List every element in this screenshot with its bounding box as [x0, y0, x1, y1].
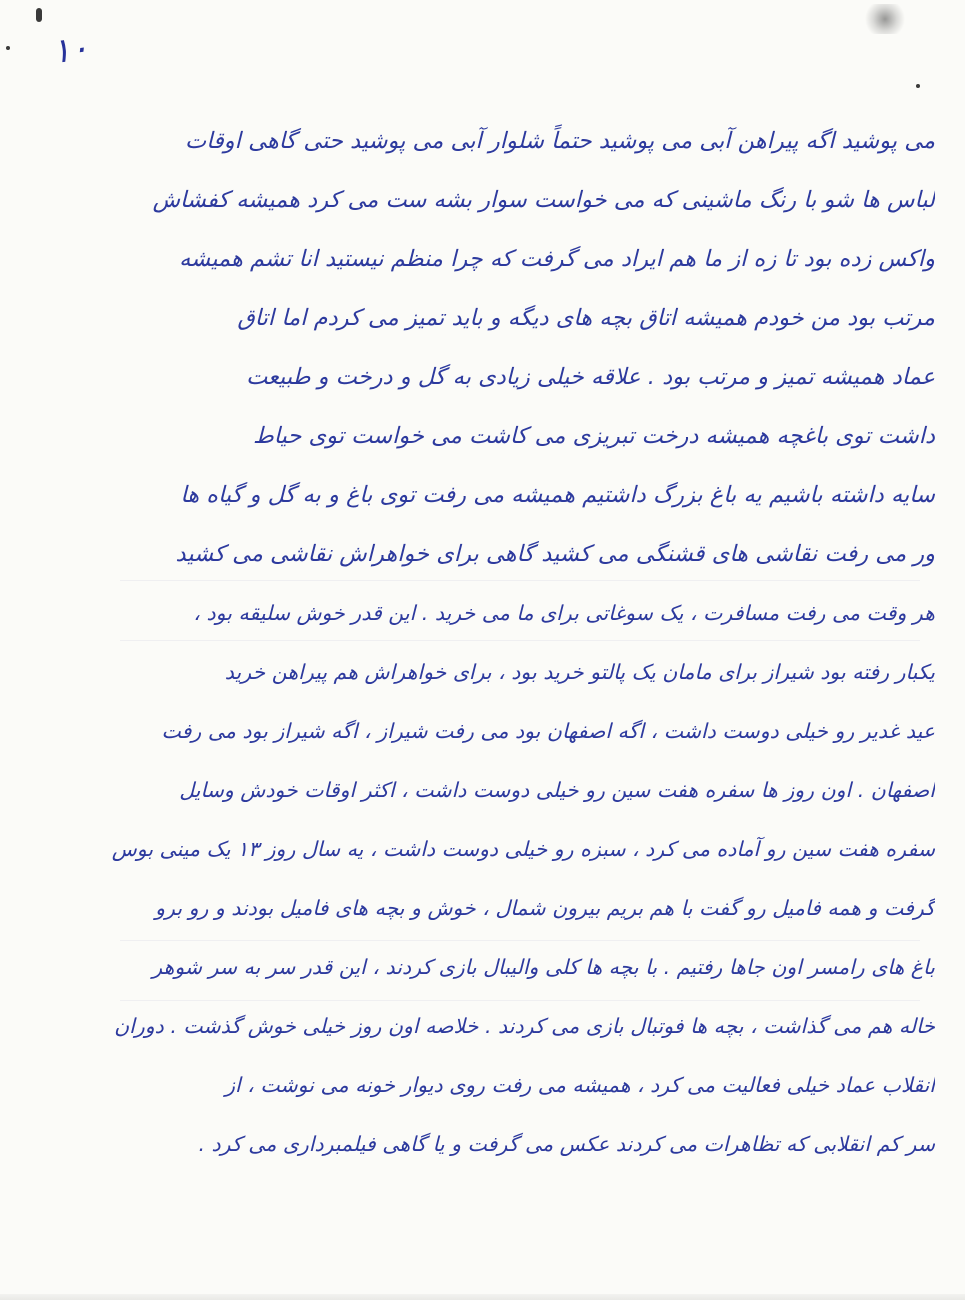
text-line: سر کم انقلابی که تظاهرات می کردند عکس می گرفت و یا گاهی فیلمبرداری می کرد .	[198, 1132, 935, 1156]
page-bottom-edge	[0, 1294, 965, 1300]
text-line: اصفهان . اون روز ها سفره هفت سین رو خیلی دوست داشت ، اکثر اوقات خودش وسایل	[179, 778, 935, 802]
text-line: لباس ها شو با رنگ ماشینی که می خواست سوار بشه ست می کرد همیشه کفشاش	[152, 187, 935, 213]
text-line: داشت توی باغچه همیشه درخت تبریزی می کاشت می خواست توی حیاط	[252, 423, 935, 449]
text-line: می پوشید اگه پیراهن آبی می پوشید حتماً شلوار آبی می پوشید حتی گاهی اوقات	[185, 128, 935, 154]
text-line: باغ های رامسر اون جاها رفتیم . با بچه ها کلی والیبال بازی کردند ، این قدر سر به سر شوهر	[152, 955, 935, 979]
text-line: هر وقت می رفت مسافرت ، یک سوغاتی برای ما می خرید . این قدر خوش سلیقه بود ،	[193, 601, 935, 625]
page-number: ۱۰	[49, 27, 92, 73]
text-line: خاله هم می گذاشت ، بچه ها فوتبال بازی می کردند . خلاصه اون روز خیلی خوش گذشت . دوران	[114, 1014, 935, 1038]
text-line: انقلاب عماد خیلی فعالیت می کرد ، همیشه می رفت روی دیوار خونه می نوشت ، از	[225, 1073, 935, 1097]
text-line: عماد همیشه تمیز و مرتب بود . علاقه خیلی زیادی به گل و درخت و طبیعت	[246, 364, 935, 390]
text-line: سفره هفت سین رو آماده می کرد ، سبزه رو خیلی دوست داشت ، یه سال روز ۱۳ یک مینی بوس	[111, 837, 935, 861]
scan-speck	[916, 84, 920, 88]
scan-speck	[36, 8, 42, 22]
handwritten-text-body	[30, 112, 935, 1174]
scan-speck	[6, 46, 10, 50]
scan-smudge	[863, 4, 907, 34]
text-line: ور می رفت نقاشی های قشنگی می کشید گاهی برای خواهراش نقاشی می کشید	[175, 541, 935, 567]
text-line: گرفت و همه فامیل رو گفت با هم بریم بیرون شمال ، خوش و بچه های فامیل بودند و رو برو	[155, 896, 935, 920]
text-line: یکبار رفته بود شیراز برای مامان یک پالتو خرید بود ، برای خواهراش هم پیراهن خرید	[224, 660, 935, 684]
text-line: مرتب بود من خودم همیشه اتاق بچه های دیگه و باید تمیز می کردم اما اتاق	[237, 305, 935, 331]
text-line: واکس زده بود تا زه از ما هم ایراد می گرفت که چرا منظم نیستید انا تشم همیشه	[179, 246, 935, 272]
text-line: سایه داشته باشیم یه باغ بزرگ داشتیم همیشه می رفت توی باغ و به گل و گیاه ها	[180, 482, 935, 508]
text-line: عید غدیر رو خیلی دوست داشت ، اگه اصفهان بود می رفت شیراز ، اگه شیراز بود می رفت	[161, 719, 935, 743]
